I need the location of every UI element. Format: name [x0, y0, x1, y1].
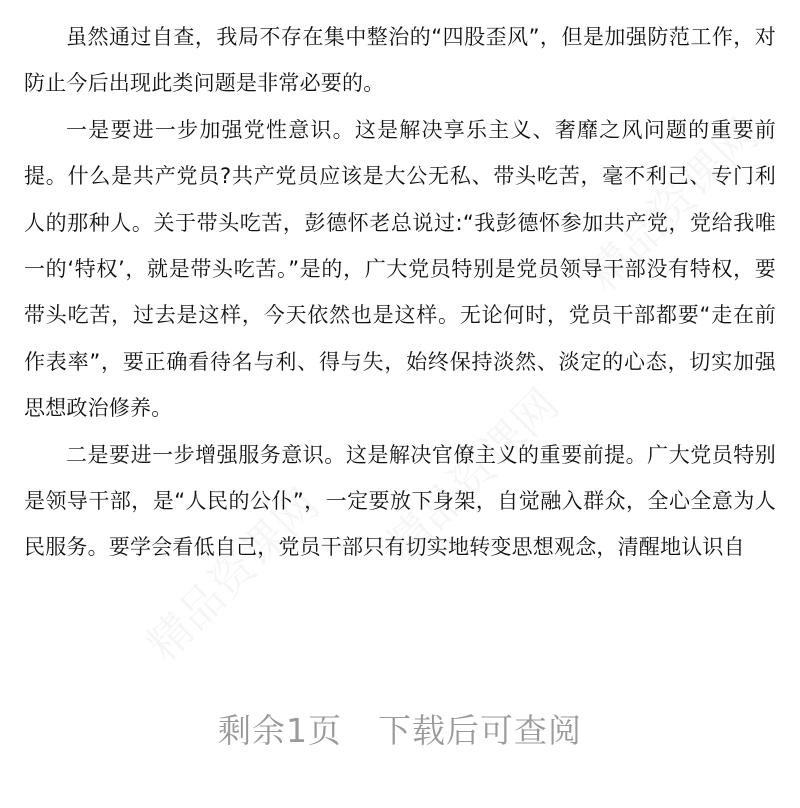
- watermark-text: 精品资课网: [377, 379, 569, 571]
- remaining-pages-label: 剩余1页: [218, 711, 342, 750]
- paragraph-party-awareness: 一是要进一步加强党性意识。这是解决享乐主义、奢靡之风问题的重要前提。什么是共产党员?共产党员应该是大公无私、带头吃苦，毫不利己、专门利人的那种人。关于带头吃苦，彭德怀老总说过:“我彭德怀参加共产党，党给我唯一的‘特权’，就是带头吃苦。”是的，广大党员特别是党员领导干部没有特权，要带头吃苦，过去是这样，今天依然也是这样。无论何时，党员干部都要“走在前作表率”，要正确看待名与利、得与失，始终保持淡然、淡定的心态，切实加强思想政治修养。: [24, 117, 776, 421]
- paragraph-service-awareness: 二是要进一步增强服务意识。这是解决官僚主义的重要前提。广大党员特别是领导干部，是“人民的公仆”，一定要放下身架，自觉融入群众，全心全意为人民服务。要学会看低自己，党员干部只有切实地转变思想观念，清醒地认识自: [24, 442, 776, 560]
- watermark-text: 精品资课网: [137, 479, 329, 671]
- paragraph-intro: 虽然通过自查，我局不存在集中整治的“四股歪风”，但是加强防范工作，对防止今后出现此类问题是非常必要的。: [24, 25, 776, 96]
- download-prompt-banner[interactable]: [0, 705, 800, 752]
- document-body: [24, 14, 776, 571]
- watermark-text: 精品资课网: [577, 109, 769, 301]
- download-to-view-label[interactable]: 下载后可查阅: [378, 711, 582, 750]
